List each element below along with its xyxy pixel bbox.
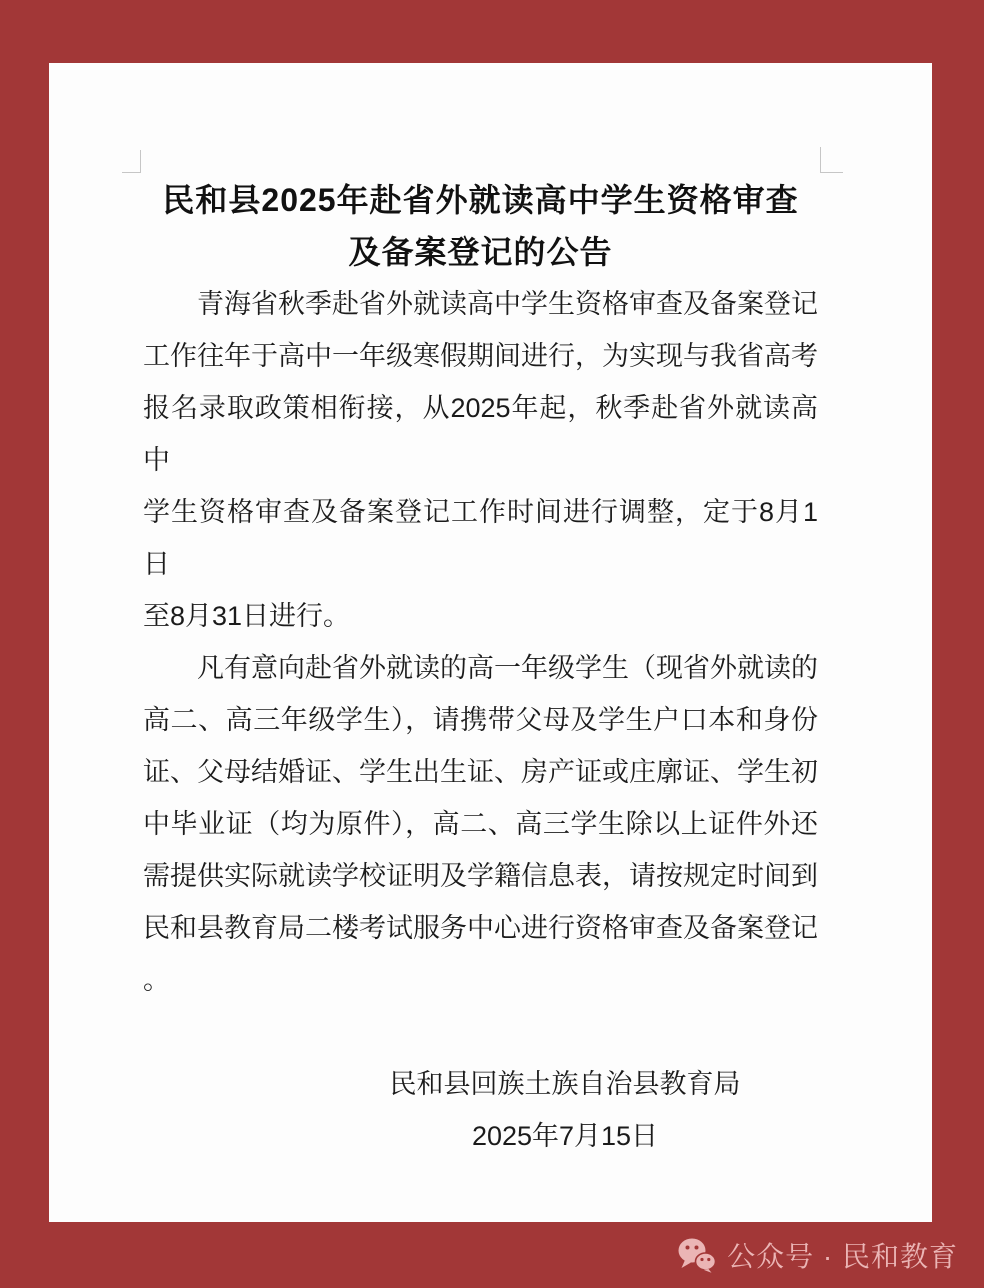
document-title-line1: 民和县2025年赴省外就读高中学生资格审查 <box>162 182 799 218</box>
signature-date: 2025年7月15日 <box>471 1121 659 1151</box>
document-title <box>143 174 818 278</box>
body-line: 高二、高三年级学生），请携带父母及学生户口本和身份 <box>143 705 818 735</box>
body-line: 学生资格审查及备案登记工作时间进行调整，定于8月1日 <box>143 497 818 579</box>
document-body <box>143 278 818 1006</box>
margin-crop-mark-top-right <box>820 147 843 173</box>
body-line: 报名录取政策相衔接，从2025年起，秋季赴省外就读高中 <box>143 393 818 475</box>
body-line: 需提供实际就读学校证明及学籍信息表，请按规定时间到 <box>143 861 818 891</box>
body-line: 民和县教育局二楼考试服务中心进行资格审查及备案登记 <box>143 913 818 943</box>
document-title-line2: 及备案登记的公告 <box>348 234 613 270</box>
body-line: 青海省秋季赴省外就读高中学生资格审查及备案登记 <box>143 289 818 319</box>
document-page <box>49 63 932 1222</box>
body-paragraph <box>143 278 818 642</box>
wechat-icon <box>677 1237 717 1273</box>
body-line: 证、父母结婚证、学生出生证、房产证或庄廓证、学生初 <box>143 757 818 787</box>
signature-org: 民和县回族土族自治县教育局 <box>389 1069 741 1099</box>
body-paragraph <box>143 642 818 1006</box>
footer-bar <box>0 1222 984 1288</box>
body-line: 至8月31日进行。 <box>143 601 351 631</box>
footer-account-label: 公众号 · 民和教育 <box>727 1241 958 1272</box>
margin-crop-mark-top-left <box>122 150 141 173</box>
body-line: 工作往年于高中一年级寒假期间进行，为实现与我省高考 <box>143 341 818 371</box>
body-line: 。 <box>143 965 170 995</box>
body-line: 凡有意向赴省外就读的高一年级学生（现省外就读的 <box>143 653 818 683</box>
body-line: 中毕业证（均为原件），高二、高三学生除以上证件外还 <box>143 809 818 839</box>
signature-block <box>143 1058 818 1162</box>
